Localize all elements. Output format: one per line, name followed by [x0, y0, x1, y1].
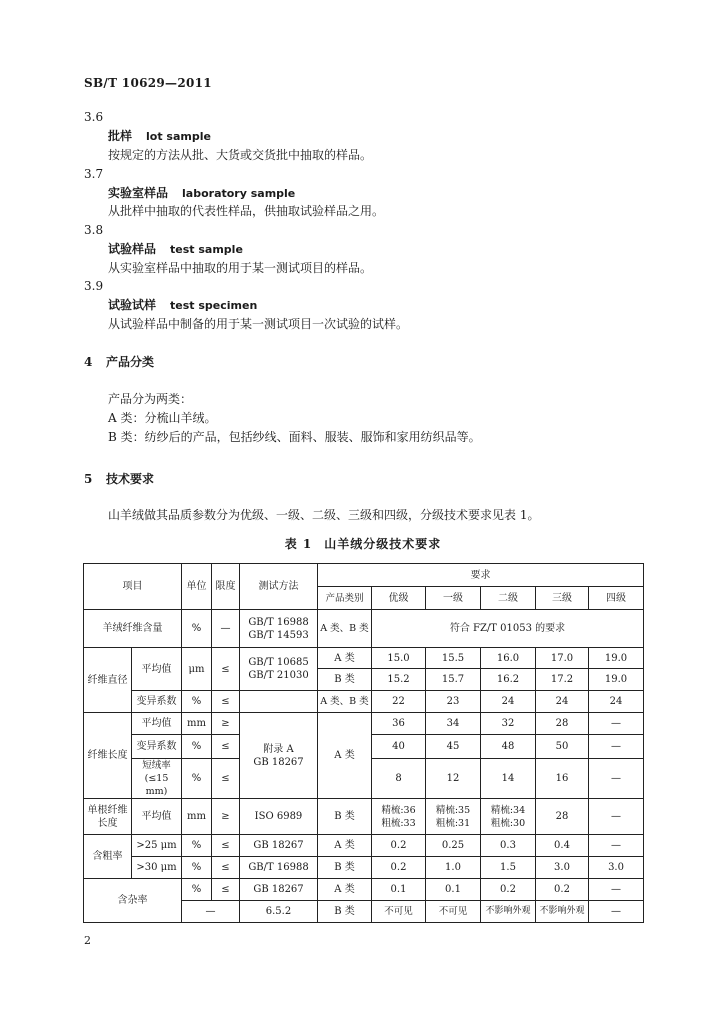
limit-cell: ≤ [212, 735, 240, 759]
table-row [84, 691, 644, 713]
term-en: lot sample [146, 130, 211, 143]
value-line: 粗梳:31 [435, 817, 471, 829]
value-cell: 50 [536, 735, 589, 759]
value-cell: 不可见 [426, 901, 481, 923]
value-cell: 15.0 [372, 648, 426, 669]
category-cell: A 类 [318, 879, 372, 901]
table-row [84, 835, 644, 857]
value-cell: 1.0 [426, 857, 481, 879]
sub-label-line: 短绒率 [142, 760, 171, 771]
value-cell: 28 [536, 713, 589, 735]
value-cell [481, 799, 536, 835]
term-zh: 试验试样 [108, 298, 157, 312]
unit-cell: % [182, 610, 212, 648]
row-label: 含粗率 [84, 835, 132, 879]
sub-label: 平均值 [132, 648, 182, 691]
sub-label: 变异系数 [132, 735, 182, 759]
method-cell [240, 648, 318, 691]
category-cell: B 类 [318, 901, 372, 923]
value-cell: 0.4 [536, 835, 589, 857]
limit-cell: ≤ [212, 691, 240, 713]
value-cell: 15.7 [426, 669, 481, 691]
unit-cell: mm [182, 799, 212, 835]
section-heading-4 [84, 354, 154, 370]
method-line: GB 18267 [253, 756, 304, 768]
table-number: 表 1 [284, 537, 313, 551]
term-lot-sample [108, 128, 211, 145]
value-cell: 34 [426, 713, 481, 735]
unit-cell: % [182, 691, 212, 713]
value-cell: 3.0 [589, 857, 644, 879]
value-cell: 0.25 [426, 835, 481, 857]
row-label: 含杂率 [84, 879, 182, 923]
category-cell: B 类 [318, 857, 372, 879]
table-row [84, 799, 644, 835]
term-test-specimen [108, 297, 257, 314]
value-cell: 24 [536, 691, 589, 713]
value-cell: 17.0 [536, 648, 589, 669]
document-id: SB/T 10629—2011 [84, 76, 212, 90]
row-label: 纤维长度 [84, 713, 132, 799]
value-cell: 17.2 [536, 669, 589, 691]
category-cell: A 类 [318, 713, 372, 799]
value-cell: 0.2 [372, 857, 426, 879]
header-unit: 单位 [182, 564, 212, 610]
limit-cell: ≤ [212, 648, 240, 691]
header-limit: 限度 [212, 564, 240, 610]
definition-laboratory-sample: 从批样中抽取的代表性样品，供抽取试验样品之用。 [108, 204, 385, 218]
table-row [84, 857, 644, 879]
table-row [84, 610, 644, 648]
unit-cell: μm [182, 648, 212, 691]
value-cell: 3.0 [536, 857, 589, 879]
table-row [84, 879, 644, 901]
unit-cell: — [182, 901, 240, 923]
term-zh: 试验样品 [108, 242, 157, 256]
value-cell: 16.0 [481, 648, 536, 669]
limit-cell: ≤ [212, 759, 240, 799]
value-cell: 14 [481, 759, 536, 799]
unit-cell: % [182, 857, 212, 879]
limit-cell: ≥ [212, 799, 240, 835]
method-line: GB/T 16988 [248, 616, 309, 628]
section-number: 4 [84, 355, 93, 369]
value-cell: 0.3 [481, 835, 536, 857]
definition-lot-sample: 按规定的方法从批、大货或交货批中抽取的样品。 [108, 148, 373, 162]
header-grade: 四级 [589, 587, 644, 610]
value-cell: — [589, 879, 644, 901]
value-cell: 16.2 [481, 669, 536, 691]
value-cell: 0.1 [372, 879, 426, 901]
row-label [84, 799, 132, 835]
value-cell: 45 [426, 735, 481, 759]
definition-test-specimen: 从试验样品中制备的用于某一测试项目一次试验的试样。 [108, 317, 409, 331]
method-line: GB/T 14593 [248, 629, 309, 641]
value-cell: 22 [372, 691, 426, 713]
term-laboratory-sample [108, 185, 295, 202]
category-cell: A 类、B 类 [318, 691, 372, 713]
value-cell: 40 [372, 735, 426, 759]
value-cell [426, 799, 481, 835]
limit-cell: — [212, 610, 240, 648]
sub-label: 变异系数 [132, 691, 182, 713]
method-cell: GB/T 16988 [240, 857, 318, 879]
method-cell: ISO 6989 [240, 799, 318, 835]
section-number-3-8: 3.8 [84, 223, 104, 237]
method-line: GB/T 21030 [248, 670, 309, 681]
definition-test-sample: 从实验室样品中抽取的用于某一测试项目的样品。 [108, 261, 373, 275]
value-cell: 28 [536, 799, 589, 835]
table-header-row [84, 564, 644, 587]
category-cell: A 类 [318, 648, 372, 669]
sub-label-line: (≤15 mm) [144, 773, 169, 797]
grading-table [83, 563, 644, 923]
value-line: 粗梳:33 [381, 817, 416, 829]
requirements-text: 山羊绒做其品质参数分为优级、一级、二级、三级和四级，分级技术要求见表 1。 [108, 508, 540, 522]
sub-label [132, 759, 182, 799]
row-label: 羊绒纤维含量 [84, 610, 182, 648]
requirement-cell: 符合 FZ/T 01053 的要求 [372, 610, 644, 648]
section-number-3-6: 3.6 [84, 110, 104, 124]
value-cell: 0.2 [372, 835, 426, 857]
section-title: 技术要求 [106, 472, 155, 486]
value-cell: 0.1 [426, 879, 481, 901]
method-line: GB/T 10685 [248, 657, 309, 668]
section-heading-5 [84, 471, 154, 487]
header-item: 项目 [84, 564, 182, 610]
value-cell: — [589, 799, 644, 835]
value-cell: 36 [372, 713, 426, 735]
value-cell: — [589, 759, 644, 799]
header-grade: 一级 [426, 587, 481, 610]
method-cell [240, 713, 318, 799]
page-number: 2 [84, 934, 91, 947]
section-number-3-7: 3.7 [84, 167, 104, 181]
method-line: 附录 A [263, 743, 294, 755]
classification-intro: 产品分为两类： [108, 392, 193, 406]
header-grade: 优级 [372, 587, 426, 610]
category-cell: A 类、B 类 [318, 610, 372, 648]
unit-cell: % [182, 759, 212, 799]
value-cell: 1.5 [481, 857, 536, 879]
category-cell: B 类 [318, 799, 372, 835]
unit-cell: % [182, 835, 212, 857]
value-cell: 0.2 [481, 879, 536, 901]
limit-cell: ≤ [212, 835, 240, 857]
term-en: laboratory sample [182, 187, 296, 200]
value-cell: 24 [589, 691, 644, 713]
sub-label: >30 μm [132, 857, 182, 879]
value-cell: 15.5 [426, 648, 481, 669]
value-cell: 19.0 [589, 648, 644, 669]
value-cell: — [589, 901, 644, 923]
value-cell: 48 [481, 735, 536, 759]
classification-b: B 类：纺纱后的产品，包括纱线、面料、服装、服饰和家用纺织品等。 [108, 430, 481, 444]
header-category: 产品类别 [318, 587, 372, 610]
term-zh: 批样 [108, 129, 133, 143]
unit-cell: % [182, 879, 212, 901]
table-row [84, 648, 644, 669]
value-line: 精梳:36 [381, 804, 416, 816]
value-cell: — [589, 713, 644, 735]
table-row [84, 713, 644, 735]
value-cell: 8 [372, 759, 426, 799]
header-method: 测试方法 [240, 564, 318, 610]
method-cell [240, 610, 318, 648]
section-number-3-9: 3.9 [84, 279, 104, 293]
unit-cell: mm [182, 713, 212, 735]
value-cell: 32 [481, 713, 536, 735]
header-grade: 三级 [536, 587, 589, 610]
row-label-line: 长度 [97, 817, 118, 829]
table-title: 山羊绒分级技术要求 [324, 537, 442, 551]
value-cell: — [589, 835, 644, 857]
header-grade: 二级 [481, 587, 536, 610]
row-label: 纤维直径 [84, 648, 132, 713]
category-cell: B 类 [318, 669, 372, 691]
sub-label: 平均值 [132, 713, 182, 735]
method-cell: GB 18267 [240, 835, 318, 857]
sub-label: >25 μm [132, 835, 182, 857]
value-cell: 不可见 [372, 901, 426, 923]
limit-cell: ≤ [212, 857, 240, 879]
limit-cell: ≥ [212, 713, 240, 735]
section-number: 5 [84, 472, 93, 486]
category-cell: A 类 [318, 835, 372, 857]
value-line: 精梳:34 [490, 804, 526, 816]
value-cell [372, 799, 426, 835]
value-cell: — [589, 735, 644, 759]
unit-cell: % [182, 735, 212, 759]
term-en: test specimen [170, 299, 258, 312]
sub-label: 平均值 [132, 799, 182, 835]
value-cell: 15.2 [372, 669, 426, 691]
row-label-line: 单根纤维 [87, 804, 128, 816]
value-cell: 19.0 [589, 669, 644, 691]
method-cell: 6.5.2 [240, 901, 318, 923]
value-cell: 23 [426, 691, 481, 713]
value-cell: 12 [426, 759, 481, 799]
classification-a: A 类：分梳山羊绒。 [108, 411, 217, 425]
value-cell: 不影响外观 [536, 901, 589, 923]
term-zh: 实验室样品 [108, 186, 169, 200]
term-test-sample [108, 241, 243, 258]
section-title: 产品分类 [106, 355, 155, 369]
value-cell: 16 [536, 759, 589, 799]
method-cell [240, 691, 318, 713]
value-line: 精梳:35 [435, 804, 471, 816]
value-cell: 24 [481, 691, 536, 713]
term-en: test sample [170, 243, 243, 256]
header-requirement: 要求 [318, 564, 644, 587]
value-line: 粗梳:30 [490, 817, 526, 829]
method-cell: GB 18267 [240, 879, 318, 901]
value-cell: 不影响外观 [481, 901, 536, 923]
value-cell: 0.2 [536, 879, 589, 901]
table-caption [0, 535, 726, 552]
limit-cell: ≤ [212, 879, 240, 901]
